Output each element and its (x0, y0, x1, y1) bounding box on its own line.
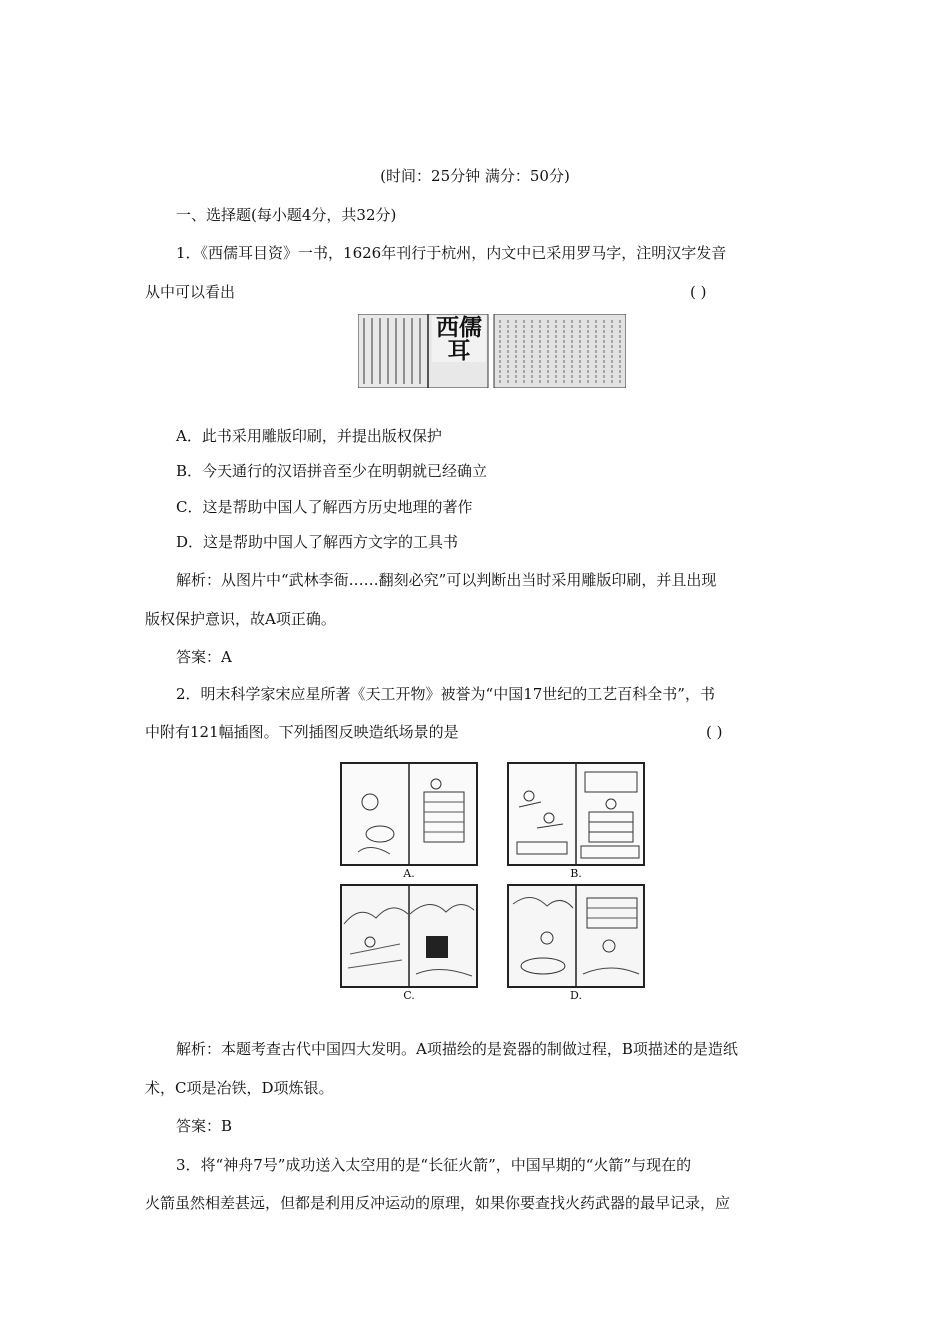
q1-answer-paren: ( ) (690, 283, 707, 301)
iron-smelting-illustration (340, 884, 478, 988)
q2-analysis-line2: 术，C项是冶铁，D项炼银。 (145, 1079, 334, 1097)
book-scan-graphic (358, 314, 626, 388)
q1-analysis-line1: 解析：从图片中“武林李衙……翻刻必究”可以判断出当时采用雕版印刷，并且出现 (176, 571, 717, 589)
pottery-illustration (340, 762, 478, 866)
q3-stem-line2: 火箭虽然相差甚远，但都是利用反冲运动的原理，如果你要查找火药武器的最早记录，应 (145, 1194, 731, 1212)
q2-answer: 答案：B (176, 1117, 233, 1135)
q2-answer-paren: ( ) (706, 723, 723, 741)
q2-label-d: D. (570, 989, 582, 1002)
q2-label-b: B. (570, 867, 582, 880)
q1-option-b: B．今天通行的汉语拼音至少在明朝就已经确立 (176, 462, 488, 480)
q2-label-a: A. (403, 867, 415, 880)
q1-option-a: A．此书采用雕版印刷，并提出版权保护 (176, 427, 442, 445)
q1-stem-line2: 从中可以看出 (145, 283, 236, 301)
q2-figure-a (340, 762, 478, 866)
q1-analysis-line2: 版权保护意识，故A项正确。 (145, 610, 336, 628)
papermaking-illustration (507, 762, 645, 866)
q1-stem-line1: 1．《西儒耳目资》一书，1626年刊行于杭州，内文中已采用罗马字，注明汉字发音 (176, 244, 727, 262)
q2-stem-line1: 2．明末科学家宋应星所著《天工开物》被誉为“中国17世纪的工艺百科全书”，书 (176, 685, 715, 703)
q2-figure-b (507, 762, 645, 866)
silver-refining-illustration (507, 884, 645, 988)
q1-book-image (358, 314, 626, 388)
q2-analysis-line1: 解析：本题考查古代中国四大发明。A项描绘的是瓷器的制做过程，B项描述的是造纸 (176, 1040, 738, 1058)
q1-book-title-text: 西儒耳 (432, 316, 486, 362)
q2-stem-line2: 中附有121幅插图。下列插图反映造纸场景的是 (145, 723, 459, 741)
q1-answer: 答案：A (176, 648, 232, 666)
q1-option-d: D．这是帮助中国人了解西方文字的工具书 (176, 533, 459, 551)
q2-figure-d (507, 884, 645, 988)
section-title: 一、选择题(每小题4分，共32分) (176, 206, 397, 224)
q2-figure-c (340, 884, 478, 988)
time-info: (时间：25分钟 满分：50分) (380, 167, 570, 185)
q2-label-c: C. (403, 989, 415, 1002)
q3-stem-line1: 3．将“神舟7号”成功送入太空用的是“长征火箭”，中国早期的“火箭”与现在的 (176, 1156, 692, 1174)
q1-option-c: C．这是帮助中国人了解西方历史地理的著作 (176, 498, 473, 516)
